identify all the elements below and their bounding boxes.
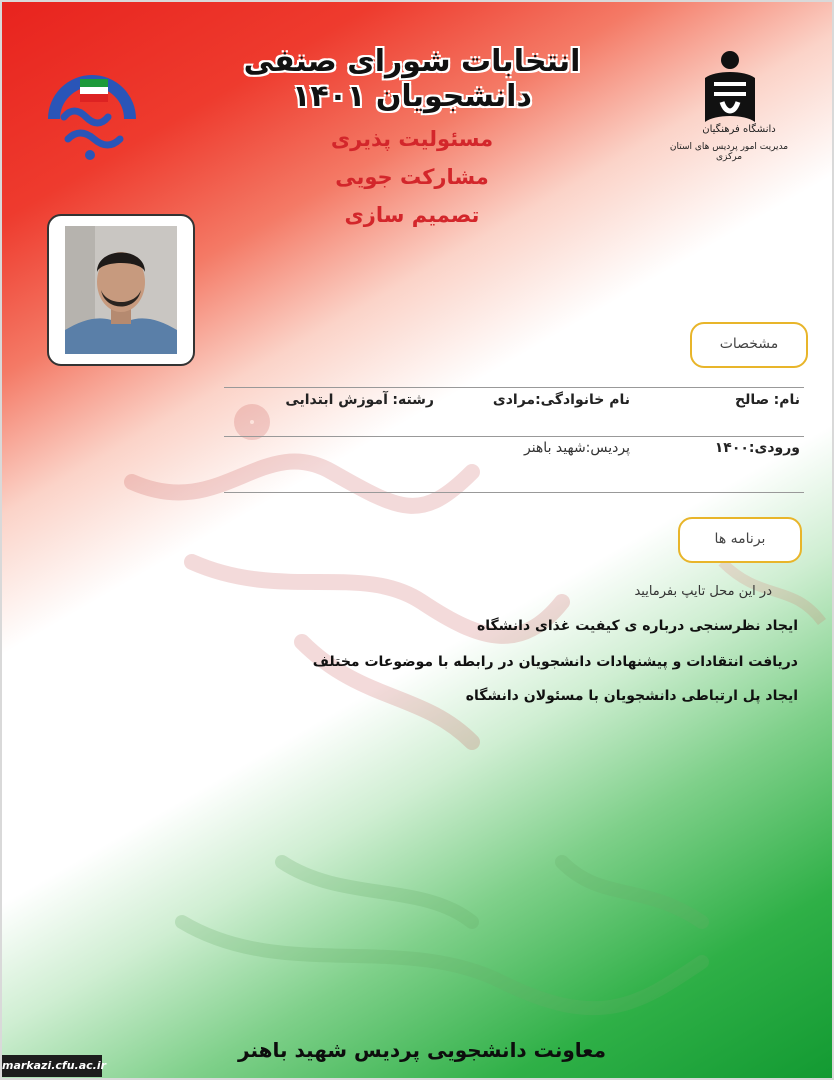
first-name-field (735, 392, 800, 408)
council-logo (42, 57, 142, 167)
major-key: رشته: (392, 392, 434, 408)
campus-value: شهید باهنر (523, 440, 586, 456)
entry-field (715, 440, 800, 456)
divider (224, 492, 804, 493)
major-value: آموزش ابتدایی (285, 392, 388, 408)
footer-url[interactable]: markazi.cfu.ac.ir (2, 1055, 102, 1077)
divider (224, 436, 804, 437)
first-name-key: نام: (773, 392, 800, 408)
last-name-value: مرادی (492, 392, 536, 408)
slogans (302, 120, 522, 234)
last-name-field (493, 392, 630, 408)
slogan-decision: تصمیم سازی (344, 203, 480, 227)
program-item: ایجاد پل ارتباطی دانشجویان با مسئولان دانشگاه (465, 688, 798, 704)
specs-label: مشخصات (690, 322, 808, 368)
last-name-key: نام خانوادگی: (535, 392, 630, 408)
university-name: دانشگاه فرهنگیان (702, 124, 776, 135)
entry-value: ۱۴۰۰ (714, 440, 749, 456)
university-subtitle: مدیریت امور پردیس های استان مرکزی (669, 142, 789, 162)
programs-label: برنامه ها (678, 517, 802, 563)
candidate-photo (65, 226, 177, 354)
program-item: ایجاد نظرسنجی درباره ی کیفیت غذای دانشگاه (477, 618, 798, 634)
campus-key: پردیس: (585, 440, 630, 456)
campus-field (524, 440, 630, 456)
footer-deputy: معاونت دانشجویی پردیس شهید باهنر (238, 1038, 606, 1062)
divider (224, 387, 804, 388)
major-field (285, 392, 434, 408)
candidate-photo-frame (47, 214, 195, 366)
entry-key: ورودی: (748, 440, 800, 456)
first-name-value: صالح (735, 392, 770, 408)
program-item: دریافت انتقادات و پیشنهادات دانشجویان در رابطه با موضوعات مختلف (312, 654, 798, 670)
election-headline: انتخابات شورای صنفی دانشجویان ۱۴۰۱ (243, 44, 581, 114)
slogan-responsibility: مسئولیت پذیری (330, 127, 494, 151)
programs-intro: در این محل تایپ بفرمایید (634, 584, 772, 599)
slogan-participation: مشارکت جویی (335, 165, 489, 189)
